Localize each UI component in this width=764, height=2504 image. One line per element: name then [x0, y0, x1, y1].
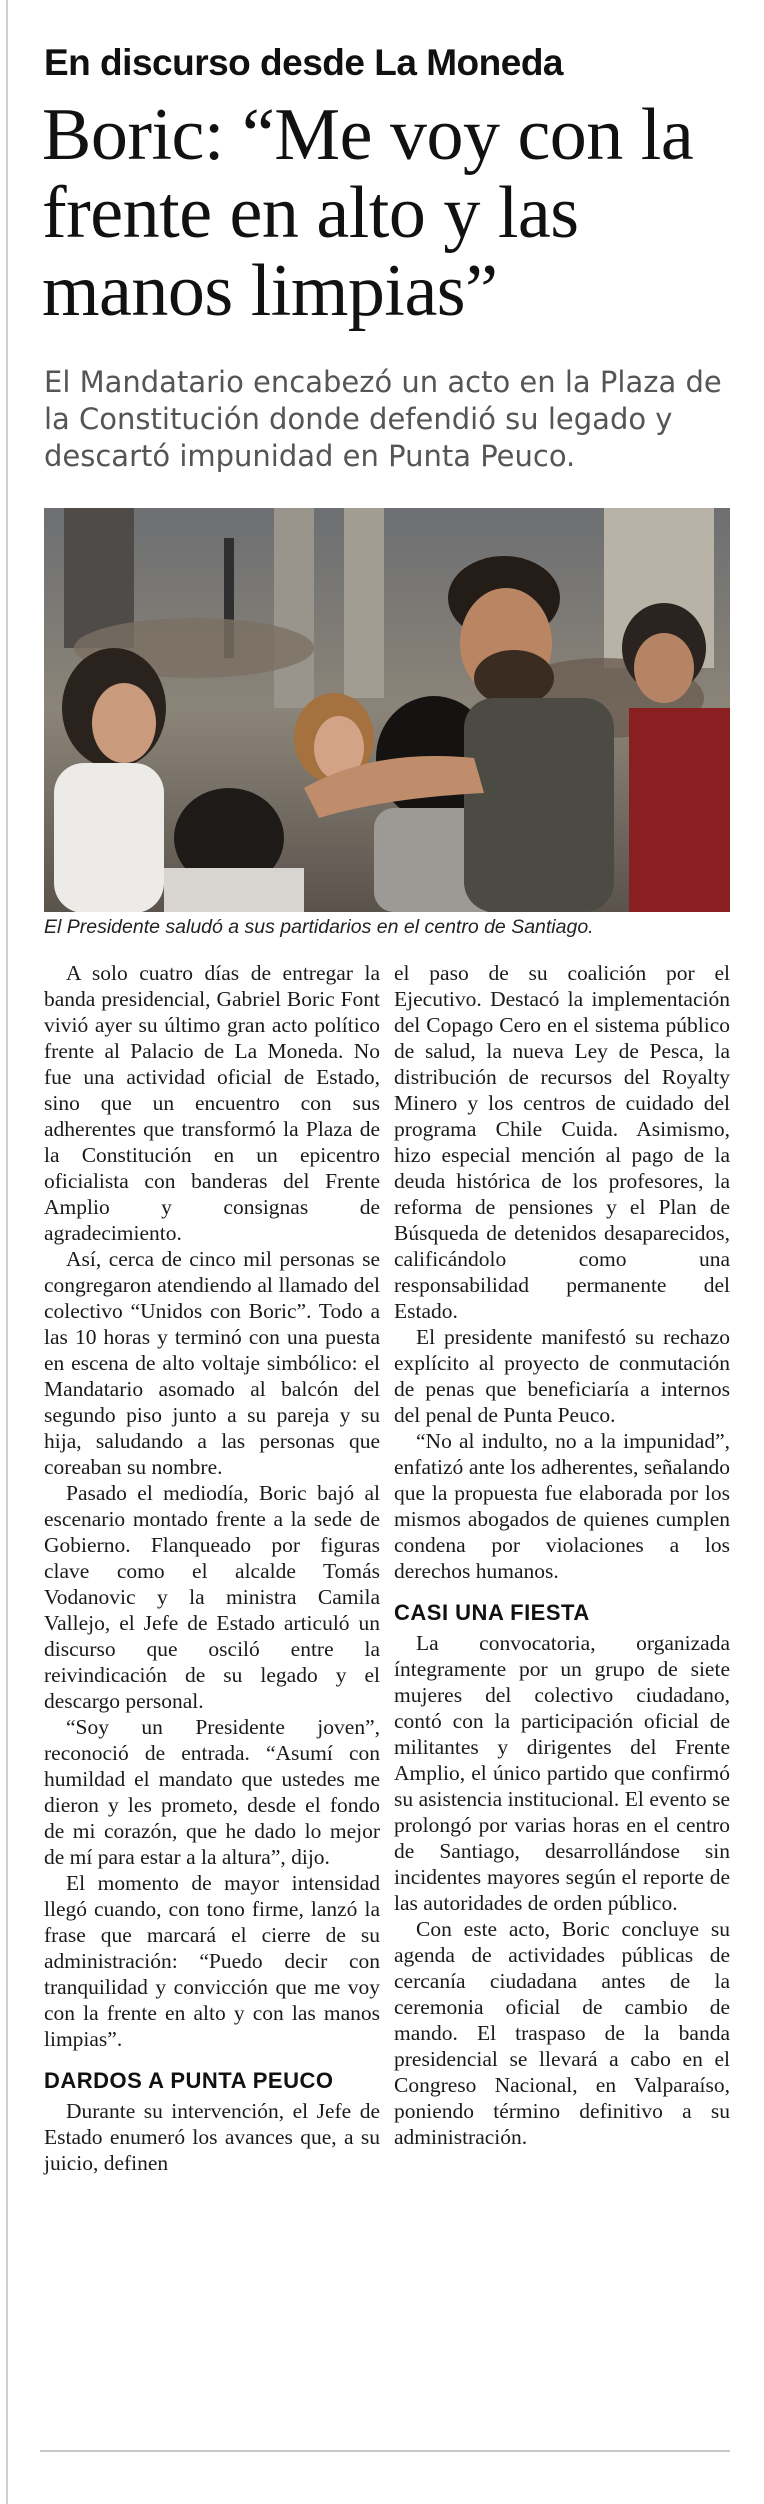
paragraph: el paso de su coalición por el Ejecutivo. Destacó la implementación del Copago Cero en el sistema público de salud, la nueva Ley de Pesca, la distribución de recursos del Royalty Minero y los centros de cuidado del programa Chile Cuida. Asimismo, hizo especial mención al pago de la deuda histórica de los profesores, la reforma de pensiones y el Plan de Búsqueda de detenidos desaparecidos, calificándolo como una responsabilidad permanente del Estado. — [394, 961, 730, 1323]
paragraph: El momento de mayor intensidad llegó cuando, con tono firme, lanzó la frase que marcará el cierre de su administración: “Puedo decir con tranquilidad y convicción que me voy con la frente en alto y con las manos limpias”. — [44, 1871, 380, 2051]
article-column-left — [44, 960, 380, 2176]
page-edge-rule — [6, 0, 8, 2504]
paragraph: Durante su intervención, el Jefe de Estado enumeró los avances que, a su juicio, definen — [44, 2099, 380, 2175]
paragraph: “No al indulto, no a la impunidad”, enfatizó ante los adherentes, señalando que la propuesta fue elaborada por los mismos abogados de quienes cumplen condena por violaciones a los derechos humanos. — [394, 1429, 730, 1583]
article-headline: Boric: “Me voy con la frente en alto y las manos limpias” — [42, 94, 694, 332]
article-photo — [44, 508, 730, 912]
paragraph: El presidente manifestó su rechazo explícito al proyecto de conmutación de penas que beneficiaría a internos del penal de Punta Peuco. — [394, 1325, 730, 1427]
paragraph: A solo cuatro días de entregar la banda presidencial, Gabriel Boric Font vivió ayer su último gran acto político frente al Palacio de La Moneda. No fue una actividad oficial de Estado, sino que un encuentro con sus adherentes que transformó la Plaza de la Constitución en un epicentro oficialista con banderas del Frente Amplio y consignas de agradecimiento. — [44, 961, 380, 1245]
article-column-right — [394, 960, 730, 2150]
crowd-photo-illustration — [44, 508, 730, 912]
paragraph: “Soy un Presidente joven”, reconoció de entrada. “Asumí con humildad el mandato que ustedes me dieron y les prometo, desde el fondo de mi corazón, que he dado lo mejor de mí para estar a la altura”, dijo. — [44, 1715, 380, 1869]
section-subhead: DARDOS A PUNTA PEUCO — [44, 2068, 334, 2093]
photo-caption: El Presidente saludó a sus partidarios en el centro de Santiago. — [44, 916, 594, 938]
bottom-rule — [40, 2450, 730, 2452]
section-subhead: CASI UNA FIESTA — [394, 1600, 590, 1625]
paragraph: Pasado el mediodía, Boric bajó al escenario montado frente a la sede de Gobierno. Flanqueado por figuras clave como el alcalde Tomás Vodanovic y la ministra Camila Vallejo, el Jefe de Estado articuló un discurso que osciló entre la reivindicación de su legado y el descargo personal. — [44, 1481, 380, 1713]
paragraph: Así, cerca de cinco mil personas se congregaron atendiendo al llamado del colectivo “Unidos con Boric”. Todo a las 10 horas y terminó con una puesta en escena de alto voltaje simbólico: el Mandatario asomado al balcón del segundo piso junto a su pareja y su hija, saludando a las personas que coreaban su nombre. — [44, 1247, 380, 1479]
article-kicker: En discurso desde La Moneda — [44, 42, 564, 83]
paragraph: La convocatoria, organizada íntegramente por un grupo de siete mujeres del colectivo ciudadano, contó con la participación oficial de militantes y dirigentes del Frente Amplio, el único partido que confirmó su asistencia institucional. El evento se prolongó por varias horas en el centro de Santiago, desarrollándose sin incidentes mayores según el reporte de las autoridades de orden público. — [394, 1631, 730, 1915]
article-deck: El Mandatario encabezó un acto en la Plaza de la Constitución donde defendió su legado y descartó impunidad en Punta Peuco. — [44, 365, 722, 473]
paragraph: Con este acto, Boric concluye su agenda de actividades públicas de cercanía ciudadana antes de la ceremonia oficial de cambio de mando. El traspaso de la banda presidencial se llevará a cabo en el Congreso Nacional, en Valparaíso, poniendo término definitivo a su administración. — [394, 1917, 730, 2149]
